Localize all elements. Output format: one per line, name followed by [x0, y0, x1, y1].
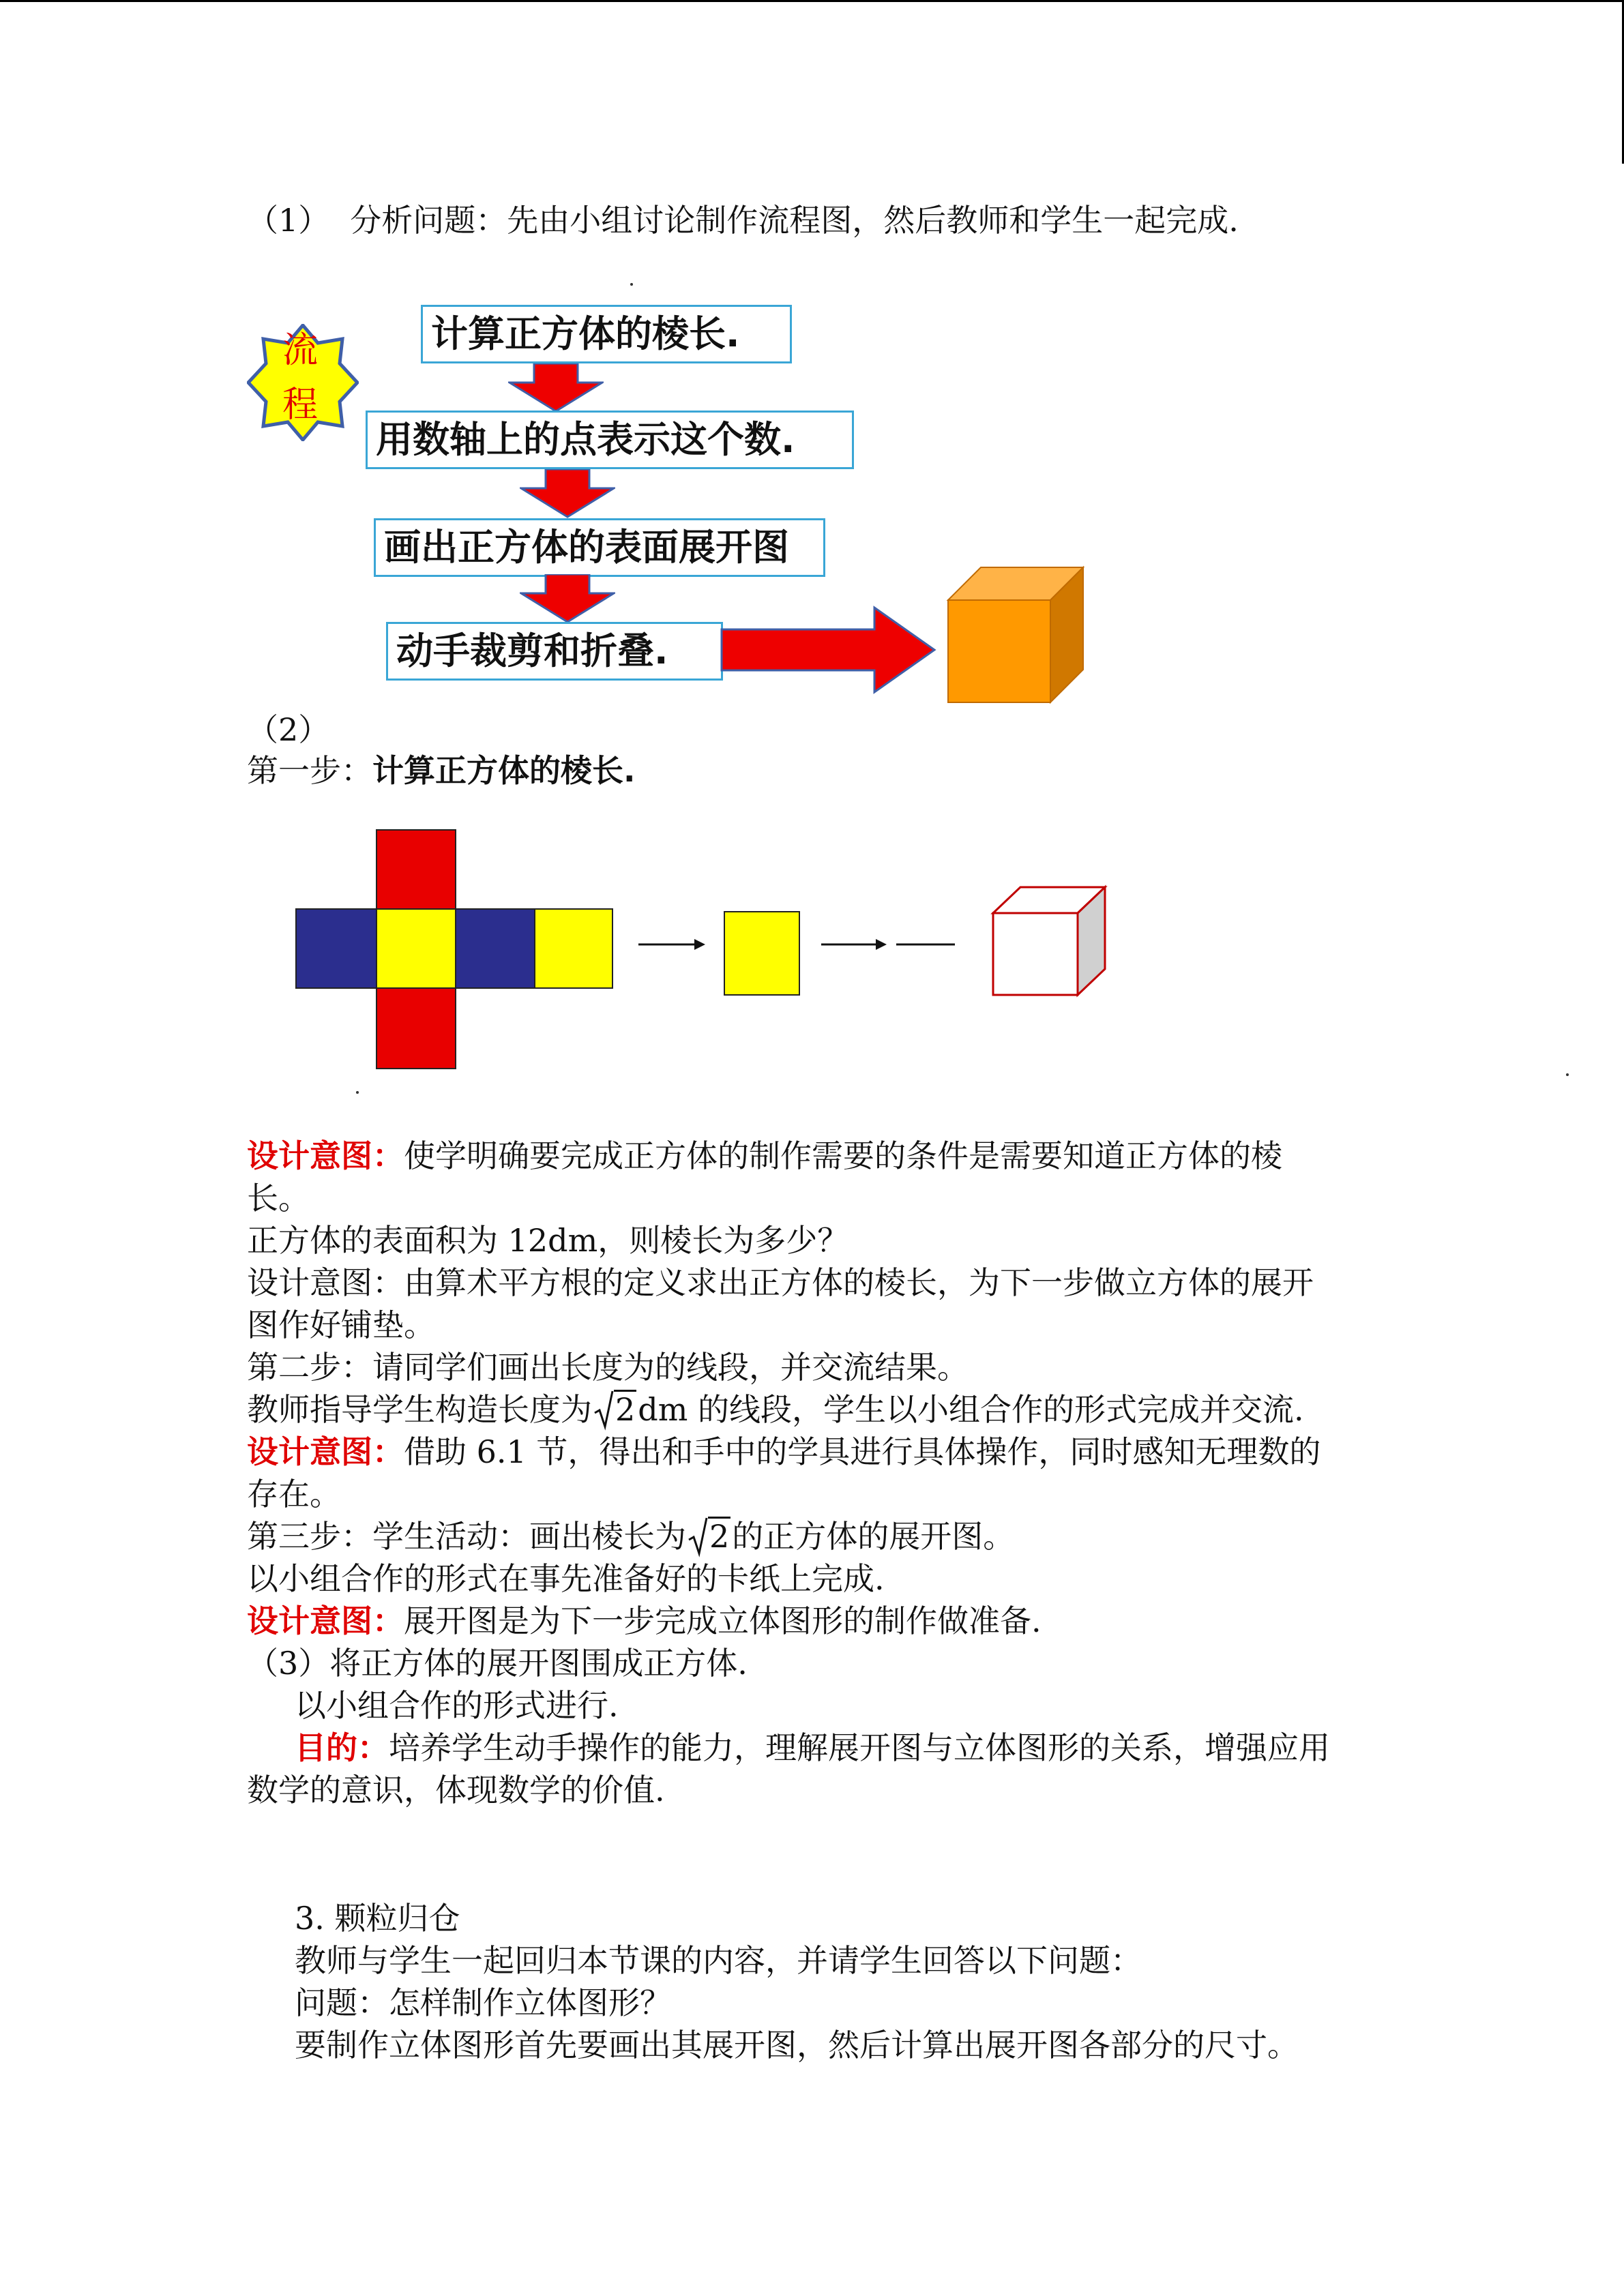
purpose-text-b: 数学的意识，体现数学的价值.: [247, 1772, 665, 1808]
review-question: 问题：怎样制作立体图形？: [295, 1984, 671, 2021]
net-center-square: [377, 909, 456, 988]
step1-bold: 计算正方体的棱长.: [372, 752, 636, 789]
orange-cube: [945, 565, 1086, 705]
step3-text-b: 的正方体的展开图。: [732, 1518, 1015, 1555]
net-top-square: [377, 830, 456, 909]
step1-line: [247, 749, 635, 792]
page-top-border: [0, 0, 1624, 2]
sqrt-symbol-1: [593, 1388, 636, 1431]
cube-net-diagram: [286, 822, 1125, 1094]
design1-line1: [247, 1135, 1282, 1177]
guide-text-a: 教师指导学生构造长度为: [247, 1391, 592, 1428]
section1-line: [247, 199, 1239, 241]
outline-cube-front: [993, 913, 1078, 995]
sqrt-symbol-2: [688, 1515, 730, 1557]
stray-dot: [356, 1091, 359, 1094]
review-title: 3. 颗粒归仓: [295, 1900, 460, 1937]
design2-text-b: 图作好铺垫。: [247, 1307, 435, 1343]
group-work-1: 以小组合作的形式在事先准备好的卡纸上完成.: [247, 1560, 885, 1597]
flow-step-2: 用数轴上的点表示这个数.: [366, 411, 854, 469]
review-answer: 要制作立体图形首先要画出其展开图，然后计算出展开图各部分的尺寸。: [295, 2027, 1299, 2063]
step1-prefix: 第一步：: [247, 752, 372, 789]
sqrt-value-1: 2: [615, 1391, 636, 1428]
purpose-label: 目的：: [295, 1729, 389, 1766]
section2-label: （2）: [247, 711, 330, 748]
flow-step-1: 计算正方体的棱长.: [421, 305, 792, 363]
flow-right-arrow: [720, 606, 937, 694]
net-bottom-square: [377, 988, 456, 1069]
guide-text-b: dm 的线段，学生以小组合作的形式完成并交流.: [638, 1391, 1304, 1428]
review-intro: 教师与学生一起回归本节课的内容，并请学生回答以下问题：: [295, 1942, 1142, 1979]
section1-text: 分析问题：先由小组讨论制作流程图，然后教师和学生一起完成.: [350, 202, 1239, 239]
design3-text-a: 借助 6.1 节，得出和手中的学具进行具体操作，同时感知无理数的: [404, 1433, 1321, 1470]
flow-badge-text-2: 程: [282, 385, 319, 426]
flow-down-arrow-3: [520, 574, 615, 623]
design3-label: 设计意图：: [247, 1433, 404, 1470]
guide-line: [247, 1388, 1304, 1431]
stray-dot-right: [1566, 1073, 1569, 1076]
design1-text-b: 长。: [247, 1180, 310, 1217]
step2-text: 第二步：请同学们画出长度为的线段，并交流结果。: [247, 1349, 969, 1386]
step3-line: [247, 1515, 1014, 1557]
section1-label: （1）: [247, 202, 330, 239]
section3-title: （3）将正方体的展开图围成正方体.: [247, 1645, 748, 1682]
single-yellow-square: [724, 912, 799, 995]
flow-down-arrow-2: [520, 469, 615, 518]
flow-down-arrow-1: [508, 363, 604, 413]
question-surface-area: 正方体的表面积为 12dm，则棱长为多少？: [247, 1222, 849, 1259]
design4-text-a: 展开图是为下一步完成立体图形的制作做准备.: [404, 1602, 1042, 1639]
flow-step-4: 动手裁剪和折叠.: [386, 622, 723, 681]
flow-step-3: 画出正方体的表面展开图: [374, 518, 825, 577]
purpose-line1: [295, 1727, 1330, 1769]
design4-line: [247, 1600, 1042, 1642]
sqrt-value-2: 2: [709, 1518, 730, 1555]
group-work-2: 以小组合作的形式进行.: [295, 1687, 619, 1724]
design1-text-a: 使学明确要完成正方体的制作需要的条件是需要知道正方体的棱: [404, 1137, 1282, 1174]
net-right-square-blue: [456, 909, 535, 988]
purpose-text-a: 培养学生动手操作的能力，理解展开图与立体图形的关系，增强应用: [389, 1729, 1330, 1766]
design3-text-b: 存在。: [247, 1476, 341, 1512]
step3-text-a: 第三步：学生活动：画出棱长为: [247, 1518, 686, 1555]
design2-text-a: 设计意图：由算术平方根的定义求出正方体的棱长，为下一步做立方体的展开: [247, 1264, 1314, 1301]
design4-label: 设计意图：: [247, 1602, 404, 1639]
net-left-square: [296, 909, 377, 988]
flow-badge-text-1: 流: [282, 330, 319, 371]
stray-dot-top: [630, 283, 633, 286]
net-far-right-square: [535, 909, 612, 988]
design1-label: 设计意图：: [247, 1137, 404, 1174]
design3-line1: [247, 1431, 1320, 1473]
